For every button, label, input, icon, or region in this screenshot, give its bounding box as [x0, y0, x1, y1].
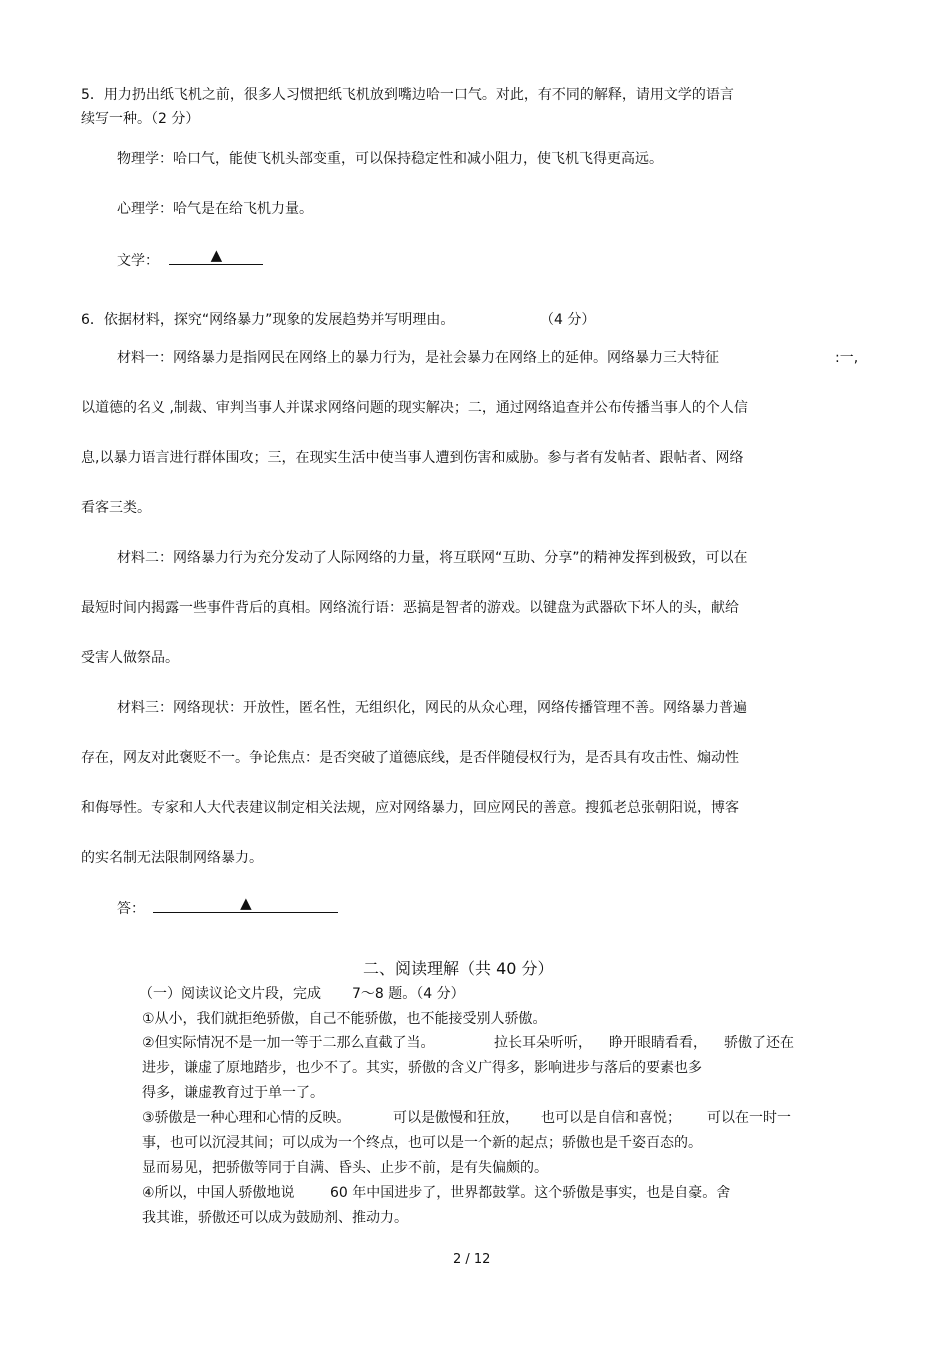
answer-label: 答：	[117, 901, 145, 917]
material-1-line-1-end: :一,	[835, 350, 859, 366]
section-2-title: 二、阅读理解（共 40 分）	[363, 959, 554, 978]
material-1-line-2: 以道德的名义 ,制裁、审判当事人并谋求网络问题的现实解决；二，通过网络追查并公布传播当事人的个人信	[81, 400, 748, 416]
literature-label: 文学：	[117, 253, 159, 269]
material-3-line-2: 存在，网友对此褒贬不一。争论焦点：是否突破了道德底线，是否伴随侵权行为，是否具有攻击性、煽动性	[81, 750, 739, 766]
material-2-line-1: 材料二：网络暴力行为充分发动了人际网络的力量，将互联网“互助、分享”的精神发挥到极致，可以在	[117, 550, 748, 566]
material-3-line-4: 的实名制无法限制网络暴力。	[81, 850, 263, 866]
material-2-line-2: 最短时间内揭露一些事件背后的真相。网络流行语：恶搞是智者的游戏。以键盘为武器砍下坏人的头，献给	[81, 600, 739, 616]
answer-blank-q6[interactable]	[153, 894, 338, 913]
part-1-instruction-a: （一）阅读议论文片段，完成	[139, 986, 321, 1002]
triangle-marker-icon: ▲	[210, 246, 223, 264]
paragraph-2-line-2: 进步，谦虚了原地踏步，也少不了。其实，骄傲的含义广得多，影响进步与落后的要素也多	[142, 1060, 702, 1076]
paragraph-3-line-3: 显而易见，把骄傲等同于自满、昏头、止步不前，是有失偏颇的。	[142, 1160, 548, 1176]
paragraph-1: ①从小，我们就拒绝骄傲，自己不能骄傲，也不能接受别人骄傲。	[142, 1011, 547, 1027]
paragraph-3-line-1c: 也可以是自信和喜悦；	[541, 1110, 681, 1126]
paragraph-4-line-1b: 60 年中国进步了，世界都鼓掌。这个骄傲是事实，也是自豪。舍	[330, 1185, 731, 1201]
material-1-line-4: 看客三类。	[81, 500, 151, 516]
q6-points: （4 分）	[540, 312, 596, 328]
paragraph-2-line-3: 得多，谦虚教育过于单一了。	[142, 1085, 324, 1101]
paragraph-4-line-1a: ④所以，中国人骄傲地说	[142, 1185, 295, 1201]
page-number: 2 / 12	[453, 1252, 491, 1267]
paragraph-2-line-1a: ②但实际情况不是一加一等于二那么直截了当。	[142, 1035, 435, 1051]
answer-blank-q5[interactable]	[169, 246, 263, 265]
material-1-line-1: 材料一：网络暴力是指网民在网络上的暴力行为，是社会暴力在网络上的延伸。网络暴力三大特征	[117, 350, 719, 366]
q5-psychology: 心理学：哈气是在给飞机力量。	[117, 201, 313, 217]
paragraph-3-line-1a: ③骄傲是一种心理和心情的反映。	[142, 1110, 351, 1126]
q5-literature	[117, 246, 263, 270]
material-2-line-3: 受害人做祭品。	[81, 650, 179, 666]
paragraph-4-line-2: 我其谁，骄傲还可以成为鼓励剂、推动力。	[142, 1210, 408, 1226]
paragraph-2-line-1d: 骄傲了还在	[724, 1035, 794, 1051]
material-1-line-3: 息,以暴力语言进行群体围攻；三，在现实生活中使当事人遭到伤害和威胁。参与者有发帖者、跟帖者、网络	[81, 450, 744, 466]
paragraph-2-line-1c: 睁开眼睛看看，	[609, 1035, 707, 1051]
triangle-marker-icon: ▲	[240, 894, 252, 912]
paragraph-3-line-1b: 可以是傲慢和狂放，	[393, 1110, 519, 1126]
material-3-line-1: 材料三：网络现状：开放性，匿名性，无组织化，网民的从众心理，网络传播管理不善。网络暴力普遍	[117, 700, 747, 716]
material-3-line-3: 和侮辱性。专家和人大代表建议制定相关法规，应对网络暴力，回应网民的善意。搜狐老总张朝阳说，博客	[81, 800, 739, 816]
q5-physics: 物理学：哈口气，能使飞机头部变重，可以保持稳定性和减小阻力，使飞机飞得更高远。	[117, 151, 663, 167]
paragraph-3-line-1d: 可以在一时一	[707, 1110, 791, 1126]
q5-line-2: 续写一种。（2 分）	[81, 111, 200, 127]
paragraph-2-line-1b: 拉长耳朵听听，	[494, 1035, 592, 1051]
q5-line-1: 5．用力扔出纸飞机之前，很多人习惯把纸飞机放到嘴边哈一口气。对此，有不同的解释，请用文学的语言	[81, 87, 734, 103]
q6-prompt: 6．依据材料，探究“网络暴力”现象的发展趋势并写明理由。	[81, 312, 455, 328]
part-1-instruction-b: 7～8 题。（4 分）	[352, 986, 465, 1002]
q6-answer	[117, 894, 338, 918]
paragraph-3-line-2: 事，也可以沉浸其间；可以成为一个终点，也可以是一个新的起点；骄傲也是千姿百态的。	[142, 1135, 702, 1151]
